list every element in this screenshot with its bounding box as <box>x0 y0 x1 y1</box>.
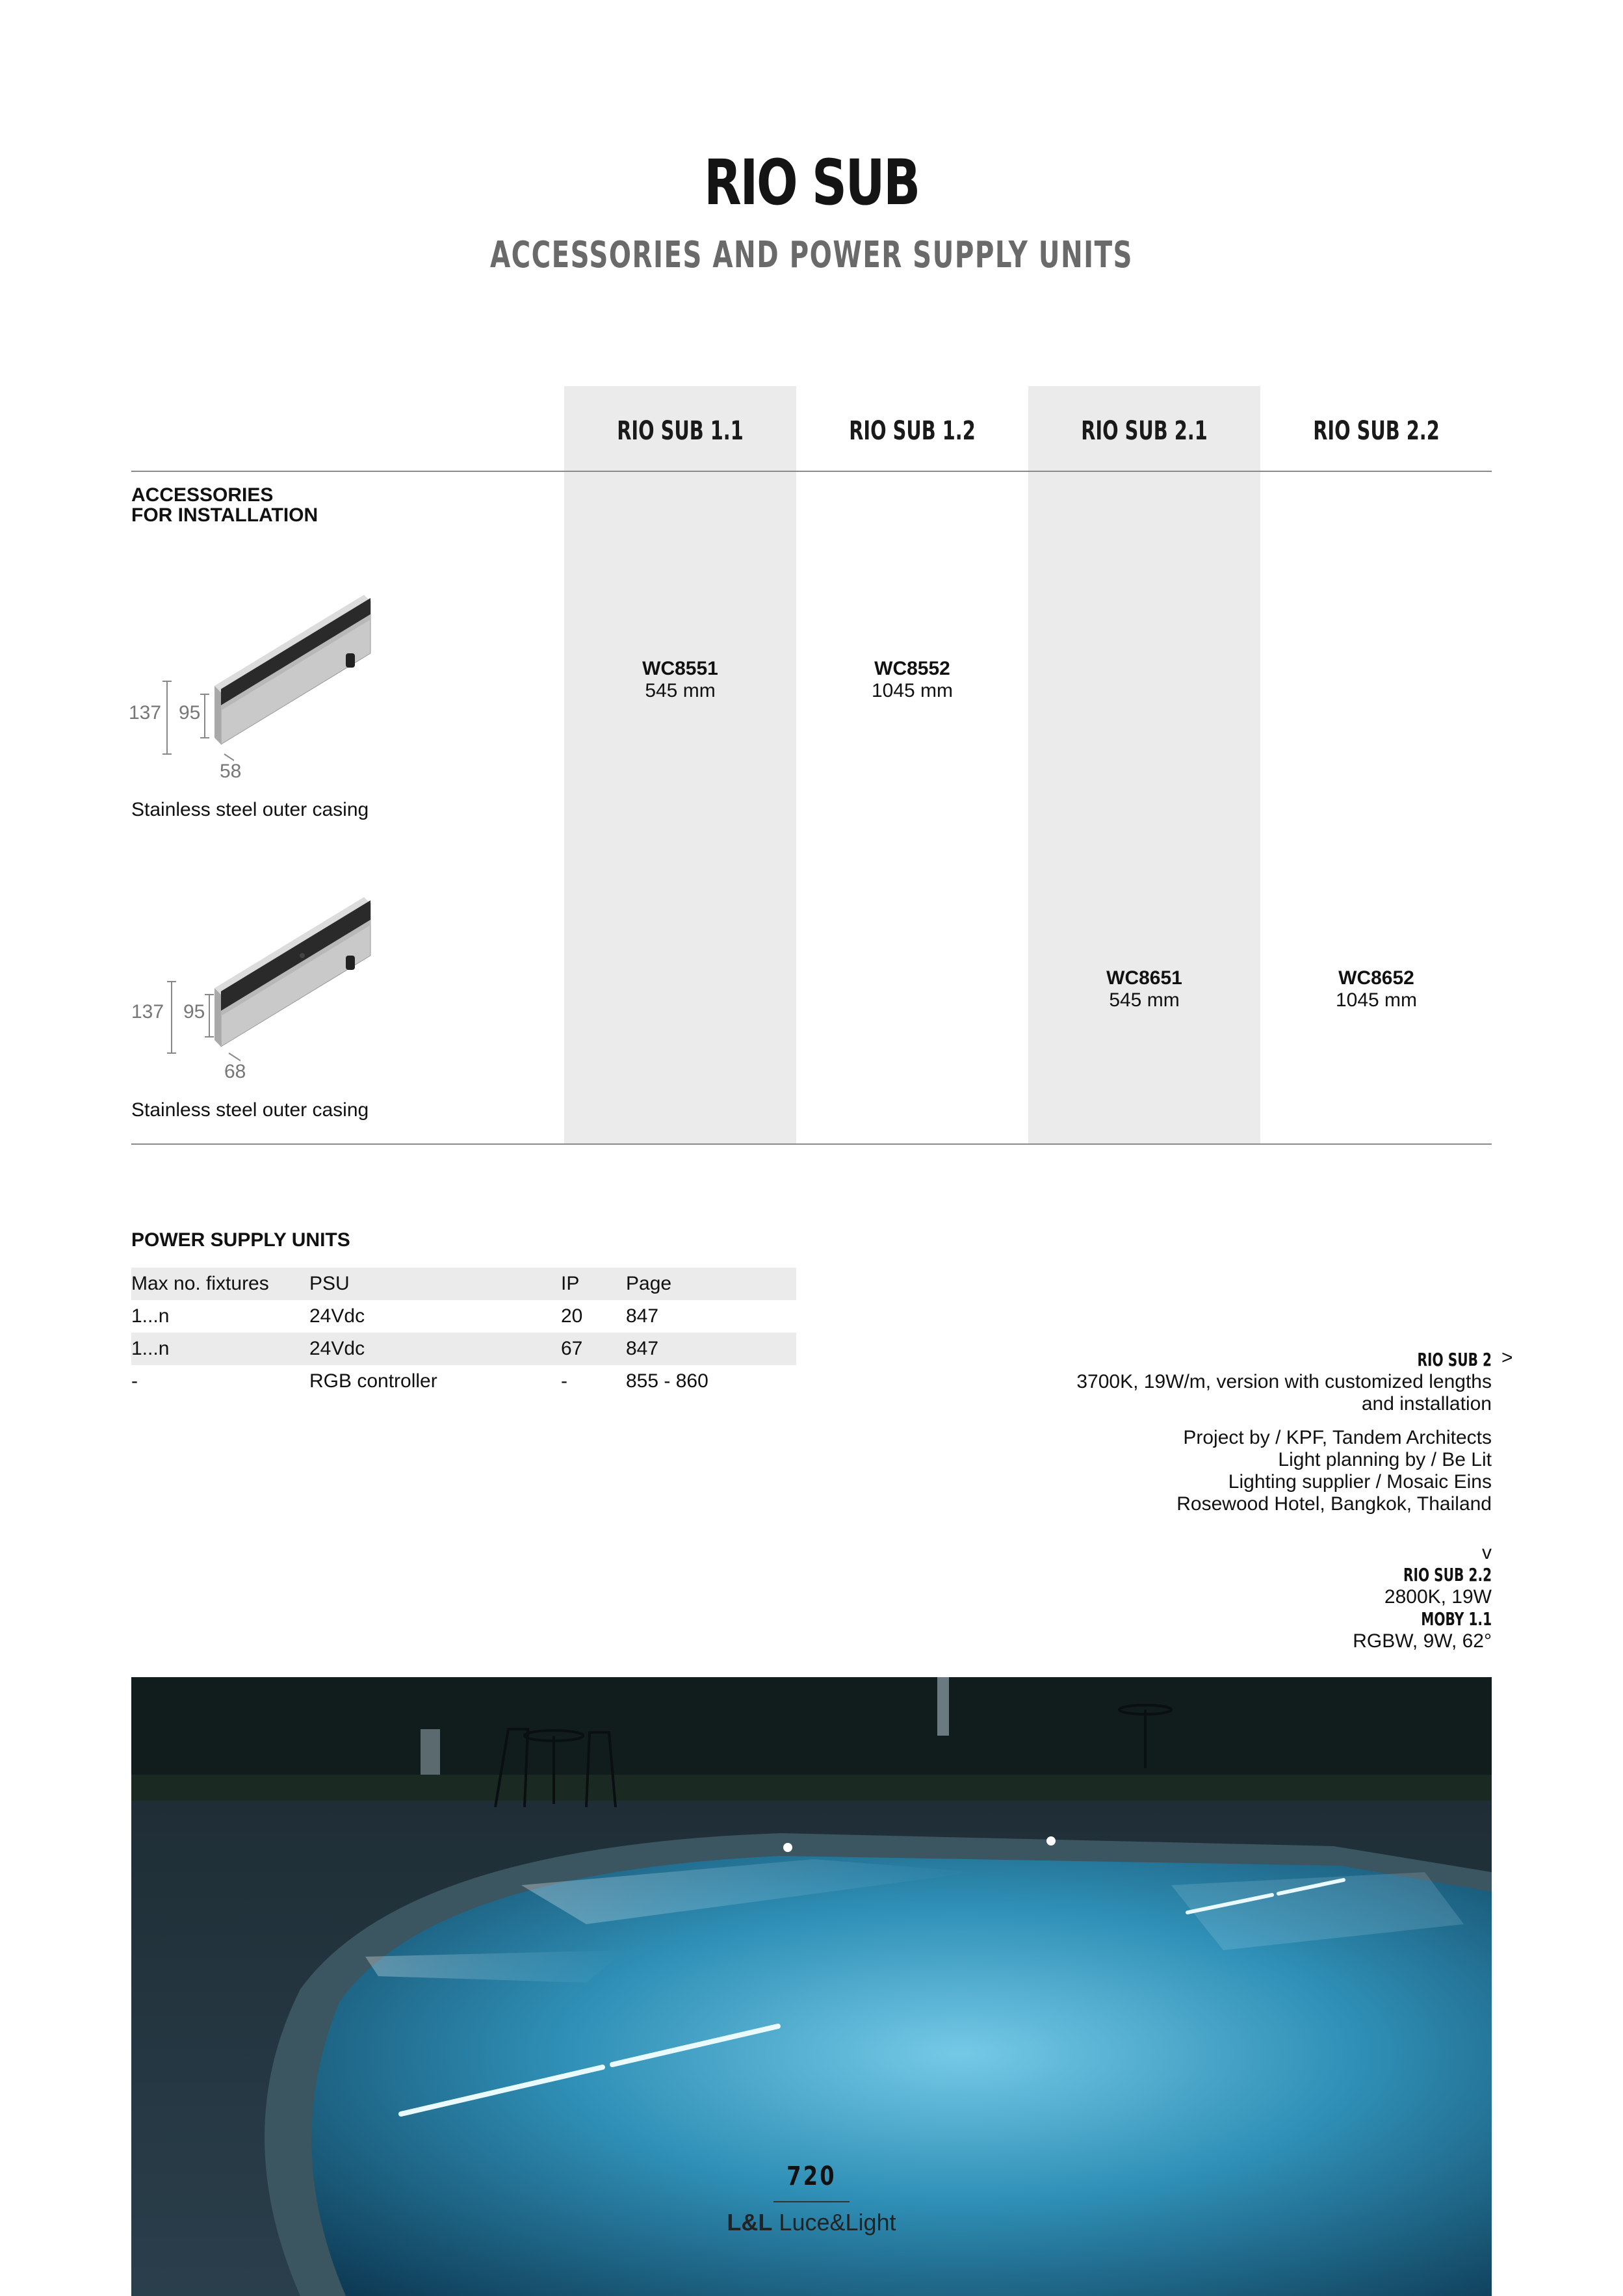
psu-header-cell: Max no. fixtures <box>131 1268 309 1300</box>
table-bottom-rule <box>131 1143 1492 1145</box>
column-header-rio-sub-2-1: RIO SUB 2.1 <box>1081 416 1208 446</box>
credit-line: Rosewood Hotel, Bangkok, Thailand <box>1176 1493 1492 1515</box>
table-top-rule <box>131 471 1492 472</box>
psu-header-cell: Page <box>626 1268 796 1300</box>
psu-cell: 847 <box>626 1305 659 1327</box>
pool-scene-illustration <box>131 1677 1492 2296</box>
psu-cell: - <box>561 1370 567 1392</box>
product-spec: RGBW, 9W, 62° <box>1353 1630 1492 1652</box>
psu-table <box>131 1268 796 1398</box>
page-number-rule <box>773 2201 850 2202</box>
psu-cell: 24Vdc <box>309 1333 561 1365</box>
project-caption <box>1076 1349 1492 1515</box>
product-spec: 2800K, 19W <box>1384 1586 1492 1608</box>
project-description-line1: 3700K, 19W/m, version with customized lengths <box>1076 1371 1492 1392</box>
psu-cell: 1...n <box>131 1305 170 1327</box>
column-shade-1 <box>564 386 796 1144</box>
product-name-rio-sub-2-2: RIO SUB 2.2 <box>1403 1564 1492 1585</box>
product-name-moby-1-1: MOBY 1.1 <box>1421 1608 1492 1630</box>
credit-line: Lighting supplier / Mosaic Eins <box>1228 1471 1492 1493</box>
accessory-code-wc8551: WC8551 545 mm <box>642 658 718 701</box>
dim-width-2: 68 <box>224 1061 246 1082</box>
page-number: 720 <box>786 2161 837 2191</box>
pool-photo <box>131 1677 1492 2296</box>
arrow-right-icon: > <box>1501 1347 1513 1368</box>
psu-cell: 1...n <box>131 1333 309 1365</box>
column-shade-3 <box>1028 386 1260 1144</box>
psu-cell: 855 - 860 <box>626 1370 708 1392</box>
credit-line: Light planning by / Be Lit <box>1278 1449 1492 1470</box>
table-row <box>131 1300 796 1333</box>
accessory-caption-1: Stainless steel outer casing <box>131 799 369 820</box>
arrow-down-icon: v <box>1482 1542 1492 1563</box>
column-header-rio-sub-1-2: RIO SUB 1.2 <box>849 416 976 446</box>
accessory-code-wc8652: WC8652 1045 mm <box>1335 967 1418 1011</box>
table-row <box>131 1365 796 1398</box>
brand-logo: L&L Luce&Light <box>727 2209 896 2236</box>
product-name-rio-sub-2: RIO SUB 2 <box>1417 1349 1492 1370</box>
column-header-rio-sub-2-2: RIO SUB 2.2 <box>1313 416 1440 446</box>
dim-height-1: 137 <box>129 702 162 724</box>
accessories-heading: ACCESSORIES FOR INSTALLATION <box>131 484 318 526</box>
psu-header-cell: PSU <box>309 1268 561 1300</box>
column-header-rio-sub-1-1: RIO SUB 1.1 <box>617 416 744 446</box>
accessory-caption-2: Stainless steel outer casing <box>131 1099 369 1121</box>
psu-cell: 20 <box>561 1305 583 1327</box>
project-description-line2: and installation <box>1361 1393 1492 1415</box>
psu-cell: 67 <box>561 1333 626 1365</box>
psu-cell: 24Vdc <box>309 1305 365 1327</box>
psu-header-row <box>131 1268 796 1300</box>
psu-cell: 847 <box>626 1333 796 1365</box>
casing-body <box>214 595 370 744</box>
dim-width-1: 58 <box>220 761 242 782</box>
product-caption <box>1353 1542 1492 1652</box>
psu-header-cell: IP <box>561 1268 626 1300</box>
dim-inner-1: 95 <box>179 702 201 724</box>
page-subtitle: ACCESSORIES AND POWER SUPPLY UNITS <box>489 234 1134 276</box>
psu-cell: - <box>131 1370 138 1392</box>
page-title: RIO SUB <box>704 146 919 219</box>
table-row <box>131 1333 796 1365</box>
accessory-code-wc8651: WC8651 545 mm <box>1106 967 1182 1011</box>
accessory-code-wc8552: WC8552 1045 mm <box>871 658 954 701</box>
psu-cell: RGB controller <box>309 1370 437 1392</box>
dim-inner-2: 95 <box>183 1001 205 1023</box>
credit-line: Project by / KPF, Tandem Architects <box>1183 1427 1492 1448</box>
dim-height-2: 137 <box>131 1001 164 1023</box>
psu-heading: POWER SUPPLY UNITS <box>131 1229 350 1251</box>
